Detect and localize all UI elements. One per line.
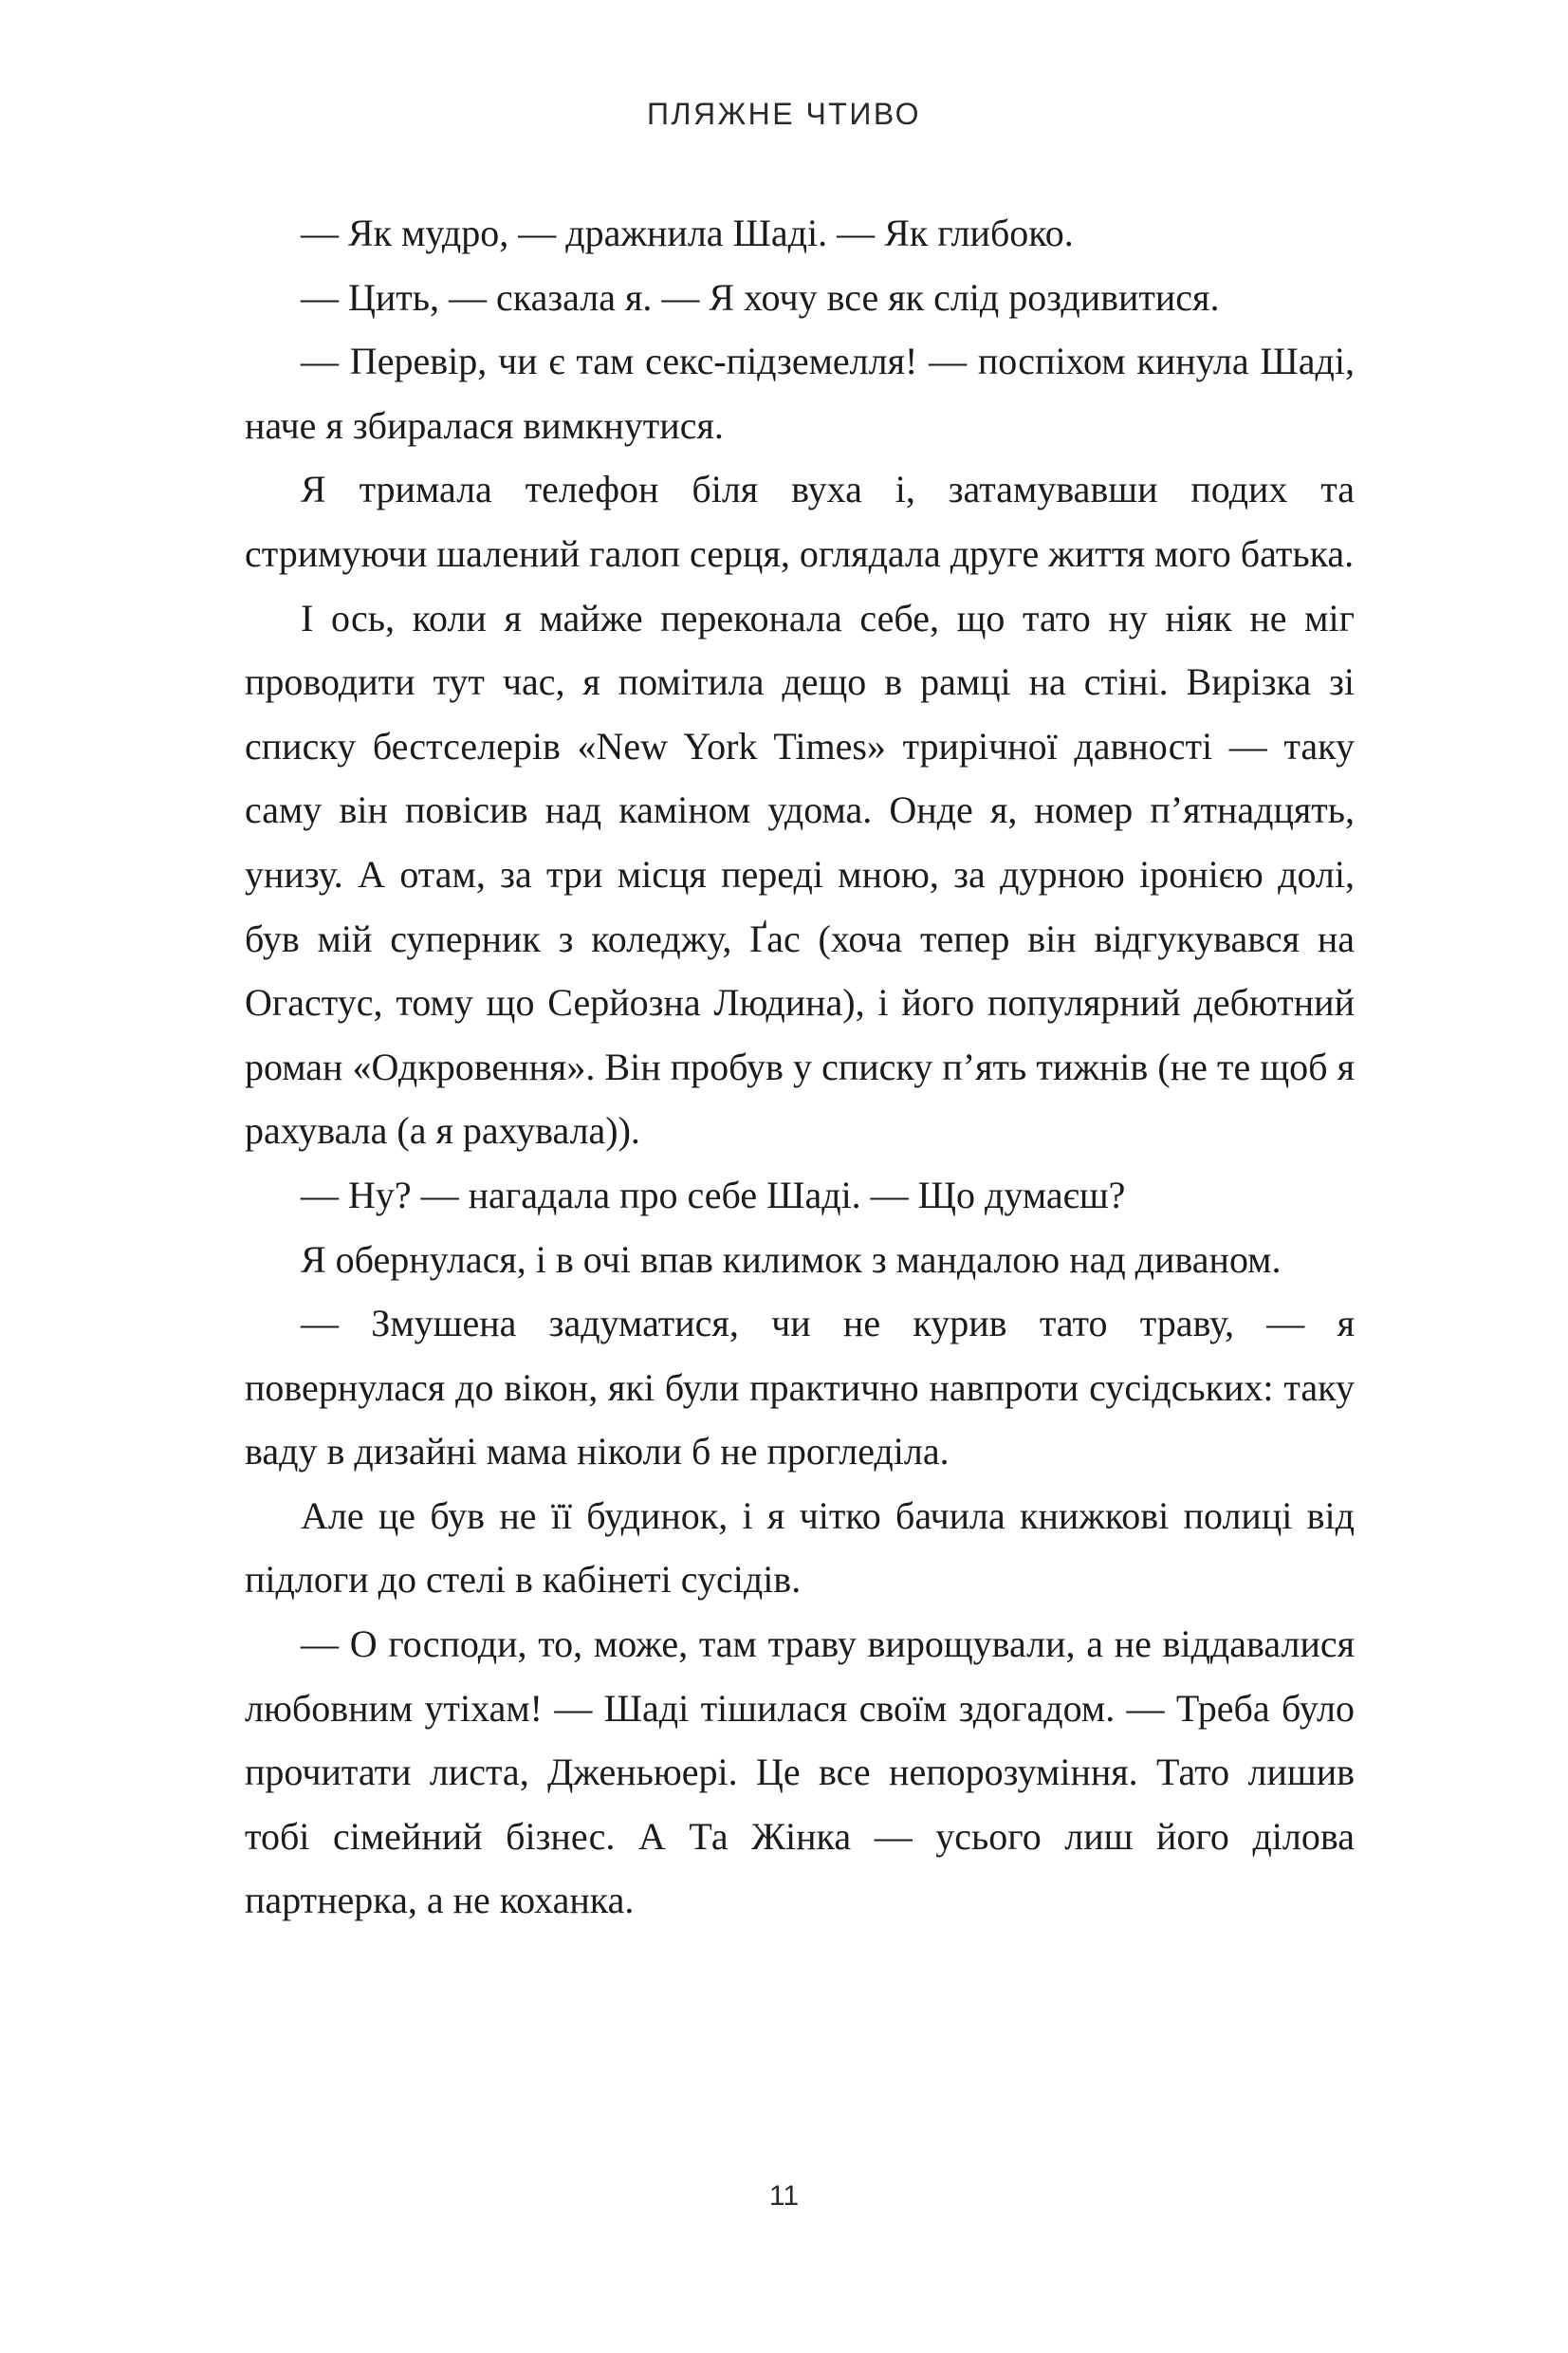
paragraph: Я тримала телефон біля вуха і, затамувавши подих та стримуючи шалений галоп серця, оглядала друге життя мого батька. [245, 468, 1355, 575]
body-text [245, 201, 1355, 1933]
running-head-title: ПЛЯЖНЕ ЧТИВО [646, 97, 922, 131]
paragraph: — Як мудро, — дражнила Шаді. — Як глибоко. [301, 212, 1074, 254]
paragraph: — Цить, — сказала я. — Я хочу все як слід роздивитися. [301, 275, 1220, 319]
paragraph: Я обернулася, і в очі впав килимок з мандалою над диваном. [301, 1237, 1282, 1281]
paragraph: І ось, коли я майже переконала себе, що тато ну ніяк не міг проводити тут час, я помітила дещо в рамці на стіні. Вирізка зі списку бестселерів «New York Times» трирічної давності — таку саму він повісив над каміном удома. Онде я, номер п’ятнадцять, унизу. А отам, за три місця переді мною, за дурною іронією долі, був мій суперник з коледжу, Ґас (хоча тепер він відгукувався на Огастус, тому що Серйозна Людина), і його популярний дебютний роман «Одкровення». Він пробув у списку п’ять тижнів (не те щоб я рахувала (а я рахувала)). [245, 596, 1355, 1153]
paragraph: — Перевір, чи є там секс-підземелля! — поспіхом кинула Шаді, наче я збиралася вимкнутися. [245, 340, 1355, 447]
paragraph: Але це був не її будинок, і я чітко бачила книжкові полиці від підлоги до стелі в кабінеті сусідів. [245, 1493, 1355, 1602]
paragraph: — О господи, то, може, там траву вирощували, а не віддавалися любовним утіхам! — Шаді тішилася своїм здогадом. — Треба було прочитати листа, Дженьюері. Це все непорозуміння. Тато лишив тобі сімейний бізнес. А Та Жінка — усього лиш його ділова партнерка, а не коханка. [245, 1622, 1355, 1922]
paragraph: — Ну? — нагадала про себе Шаді. — Що думаєш? [301, 1173, 1126, 1216]
paragraph: — Змушена задуматися, чи не курив тато траву, — я повернулася до вікон, які були практично навпроти сусідських: таку ваду в дизайні мама ніколи б не прогледіла. [245, 1302, 1355, 1473]
page-number: 11 [768, 2180, 800, 2212]
